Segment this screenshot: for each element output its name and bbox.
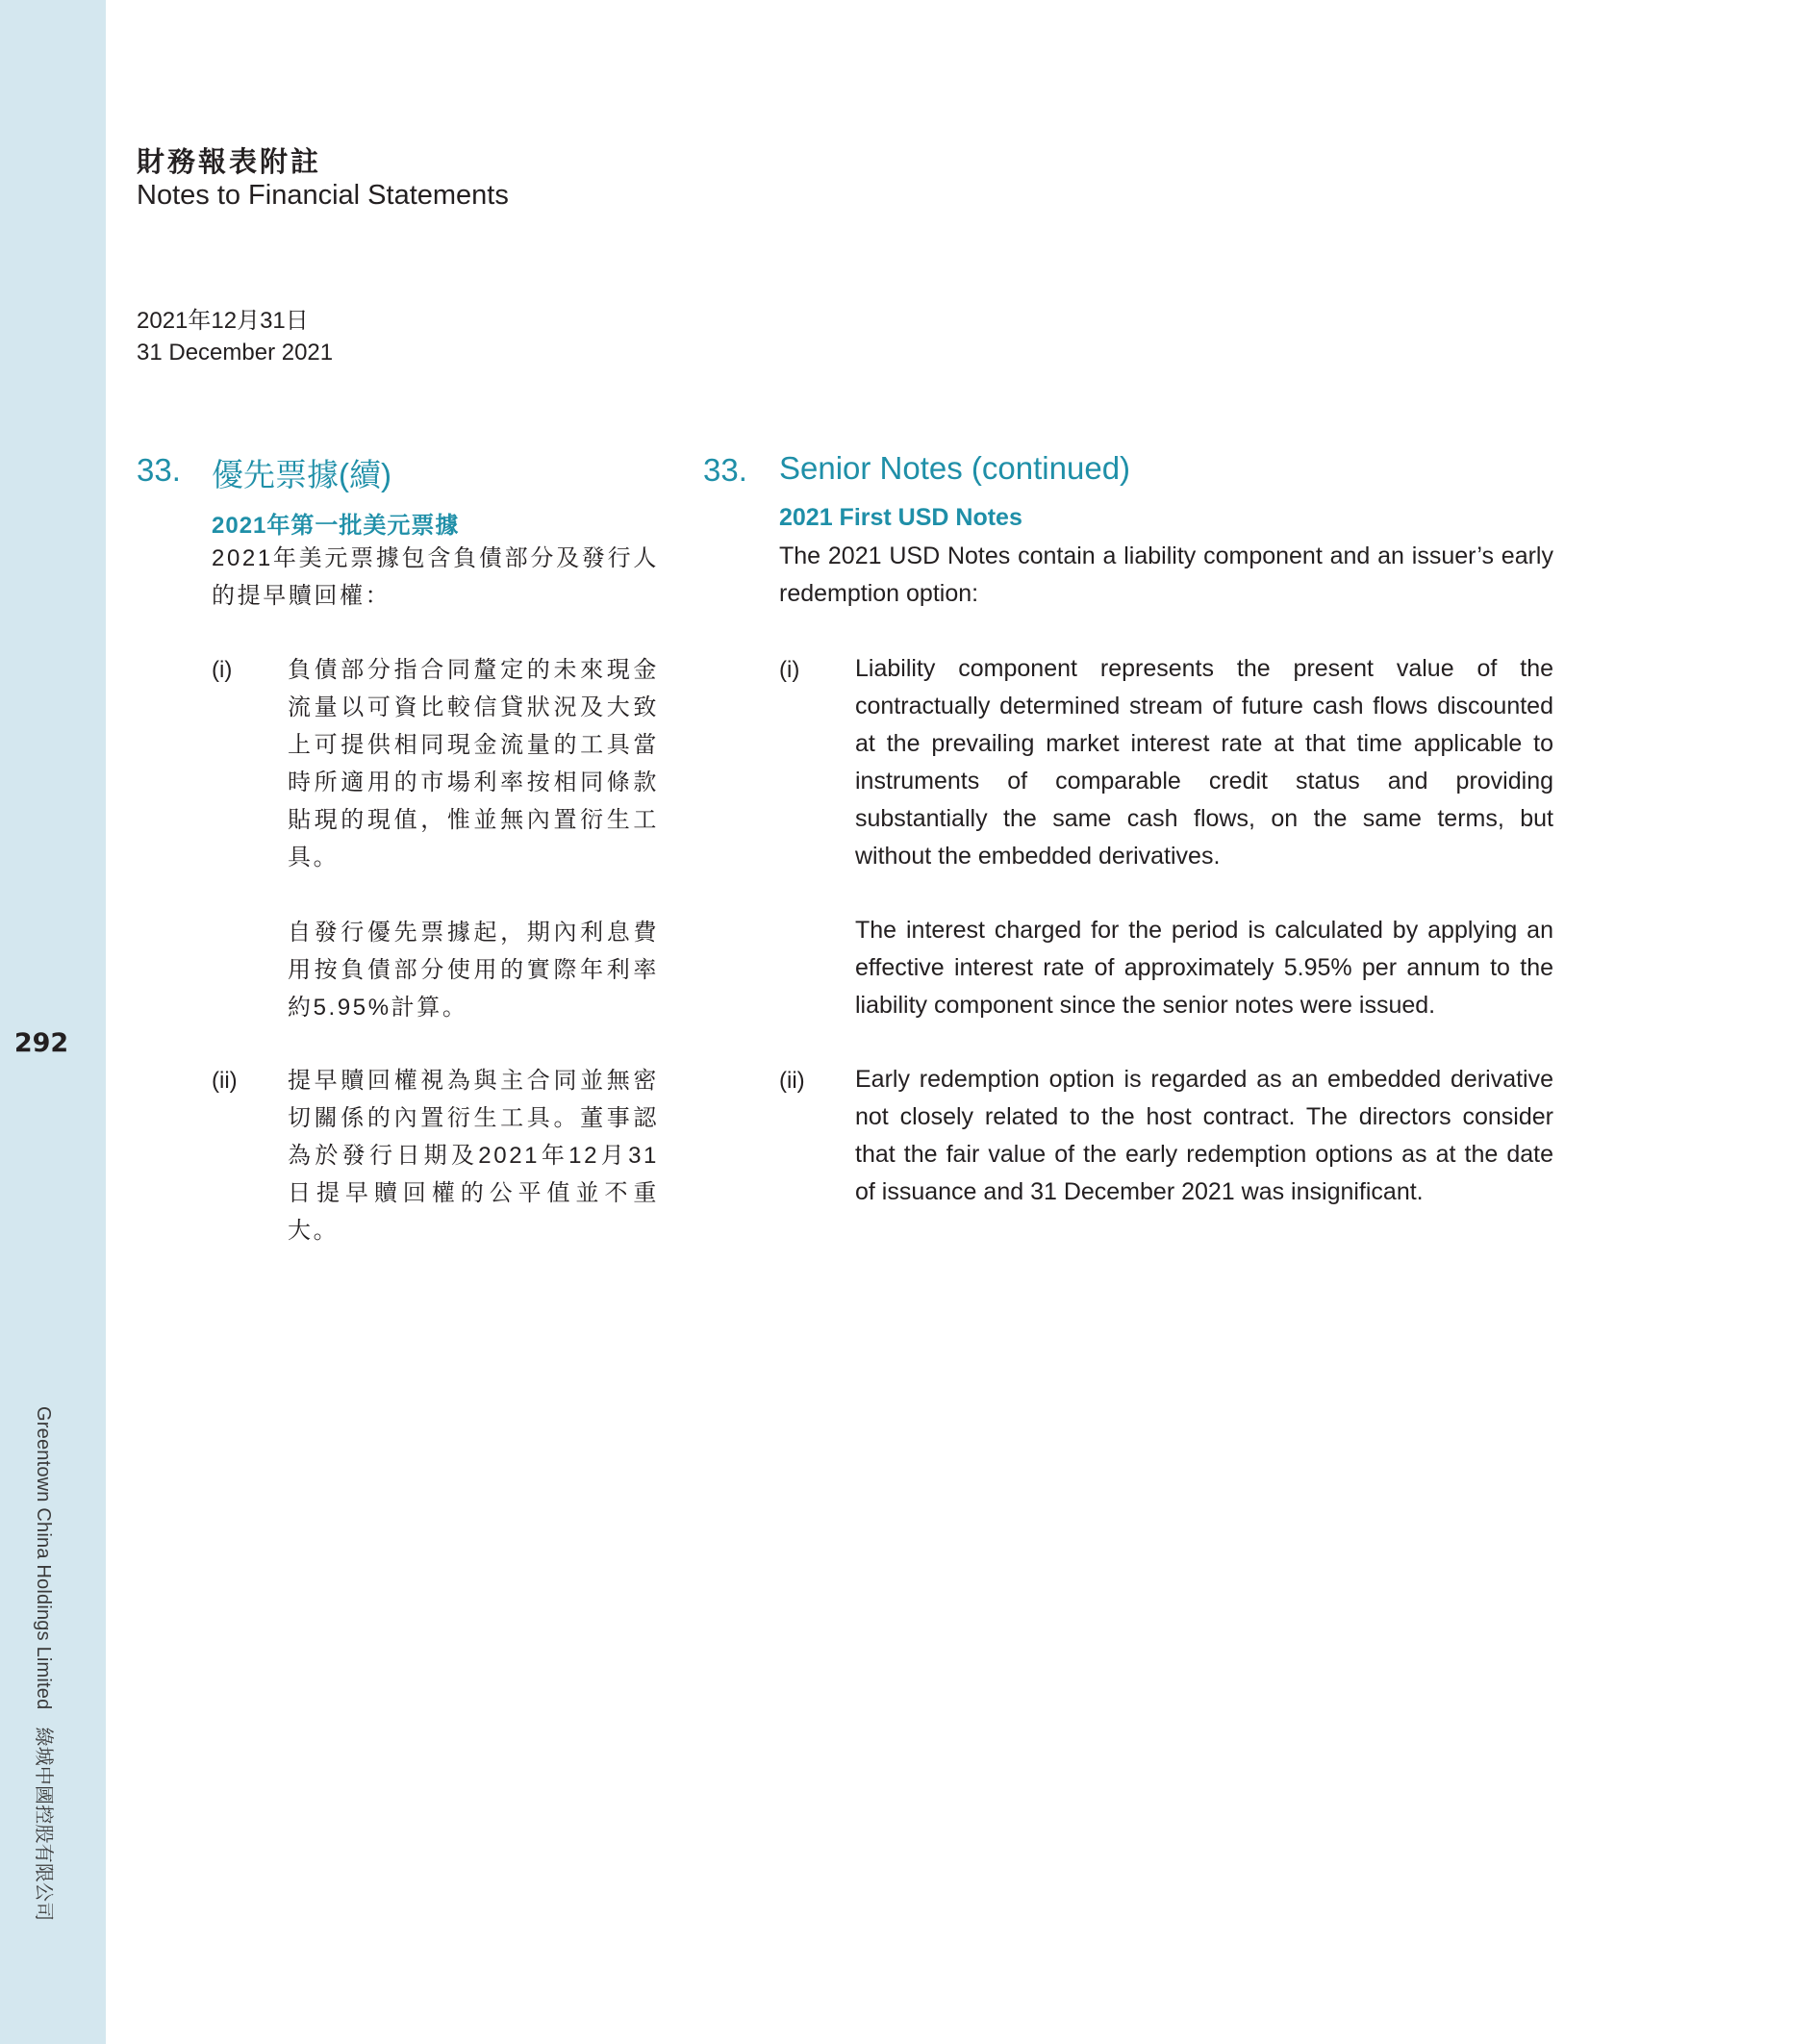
page-number: 292 <box>13 1028 69 1058</box>
report-date-zh: 2021年12月31日 <box>137 308 309 334</box>
subheading-zh: 2021年第一批美元票據 <box>212 513 460 539</box>
company-name-en: Greentown China Holdings Limited <box>33 1406 54 1710</box>
header-title-en: Notes to Financial Statements <box>137 180 509 211</box>
company-name-zh: 綠城中國控股有限公司 <box>33 1727 54 1922</box>
section-number-en: 33. <box>703 452 747 488</box>
item-text-zh-interest: 自發行優先票據起，期內利息費用按負債部分使用的實際年利率約5.95%計算。 <box>288 920 659 1021</box>
item-text-zh-i: 負債部分指合同釐定的未來現金流量以可資比較信貸狀況及大致上可提供相同現金流量的工具當時所適用的市場利率按相同條款貼現的現值，惟並無內置衍生工具。 <box>288 657 659 871</box>
header-title-zh: 財務報表附註 <box>137 145 322 178</box>
subheading-en: 2021 First USD Notes <box>779 504 1022 531</box>
section-title-en: Senior Notes (continued) <box>779 450 1131 486</box>
intro-zh: 2021年美元票據包含負債部分及發行人的提早贖回權： <box>212 545 659 609</box>
item-label-zh-ii: (ii) <box>212 1068 238 1094</box>
section-number-zh: 33. <box>137 452 181 488</box>
report-date-en: 31 December 2021 <box>137 340 334 366</box>
intro-en: The 2021 USD Notes contain a liability component and an issuer’s early redemption option: <box>779 543 1553 607</box>
item-text-en-i: Liability component represents the present value of the contractually determined stream of future cash flows discounted at the prevailing market interest rate at that time applicable to instruments of comparable credit status and providing substantially the same cash flows, on the same terms, but without the embedded derivatives. <box>855 655 1553 870</box>
company-name-vertical <box>33 1406 60 1922</box>
item-label-en-ii: (ii) <box>779 1068 805 1094</box>
section-title-zh: 優先票據(續) <box>212 457 391 492</box>
item-label-zh-i: (i) <box>212 657 233 683</box>
item-text-zh-ii: 提早贖回權視為與主合同並無密切關係的內置衍生工具。董事認為於發行日期及2021年12月31日提早贖回權的公平值並不重大。 <box>288 1068 659 1244</box>
item-text-en-interest: The interest charged for the period is calculated by applying an effective interest rate of approximately 5.95% per annum to the liability component since the senior notes were issued. <box>855 917 1553 1019</box>
item-text-en-ii: Early redemption option is regarded as an embedded derivative not closely related to the host contract. The directors consider that the fair value of the early redemption options as at the date of issuance and 31 December 2021 was insignificant. <box>855 1066 1553 1205</box>
item-label-en-i: (i) <box>779 657 800 683</box>
